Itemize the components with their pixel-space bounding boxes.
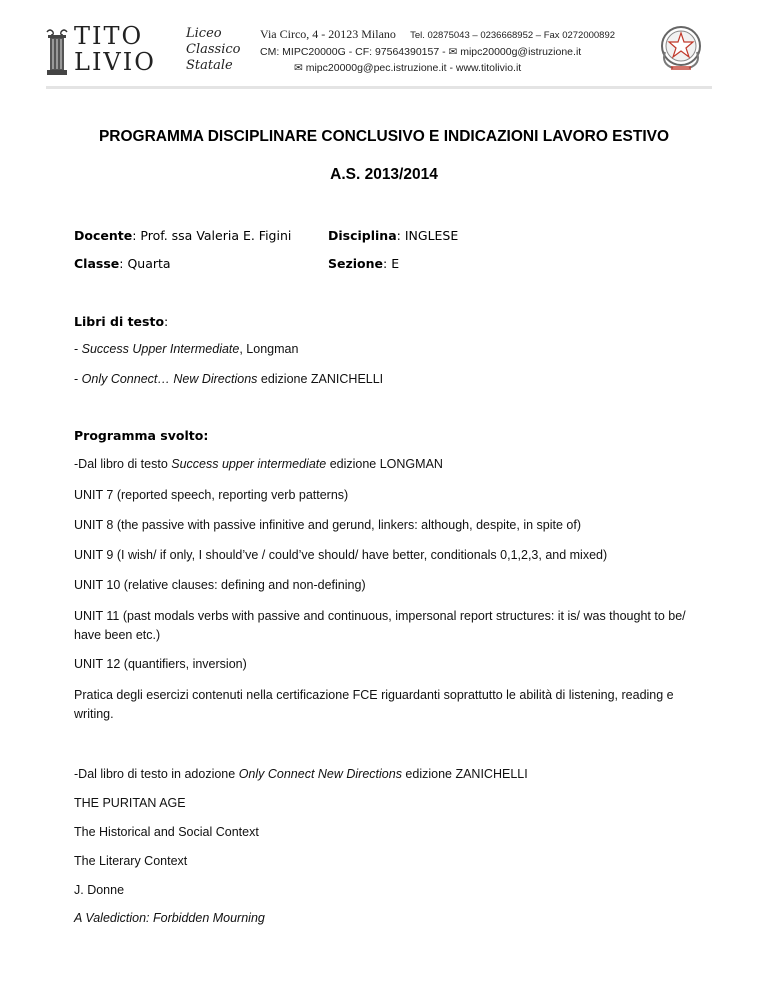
- school-phone: Tel. 02875043 – 0236668952 – Fax 0272000892: [410, 30, 616, 41]
- docente-label: Docente: [74, 228, 133, 243]
- disciplina-line: [328, 228, 458, 243]
- programma-intro2-prefix: -Dal libro di testo in adozione: [74, 767, 239, 781]
- books-heading: [74, 314, 168, 329]
- programma-intro2-publisher: edizione ZANICHELLI: [401, 767, 528, 781]
- italian-republic-emblem-icon: [657, 22, 705, 74]
- programma-intro-publisher: edizione LONGMAN: [326, 457, 443, 471]
- academic-year: A.S. 2013/2014: [330, 166, 438, 183]
- classe-line: [74, 256, 171, 271]
- sezione-label: Sezione: [328, 256, 384, 271]
- header-divider: [46, 86, 712, 89]
- logo-script-classico: Classico: [186, 42, 241, 57]
- poem-title: [74, 911, 265, 925]
- school-logo: [46, 22, 242, 78]
- logo-word-tito: TITO: [74, 22, 144, 50]
- book1-title: Success Upper Intermediate: [81, 342, 240, 356]
- logo-word-livio: LIVIO: [74, 48, 156, 76]
- programma-heading-text: Programma svolto:: [74, 428, 209, 443]
- sezione-value: : E: [383, 256, 400, 271]
- books-heading-text: Libri di testo: [74, 314, 165, 329]
- unit-item: UNIT 8 (the passive with passive infinitive and gerund, linkers: although, despite, in spite of): [74, 518, 581, 532]
- programma-heading: [74, 428, 208, 443]
- books-heading-colon: :: [164, 314, 169, 329]
- book2-publisher: edizione ZANICHELLI: [257, 372, 384, 386]
- ionic-column-icon: [46, 28, 68, 76]
- topic-item: J. Donne: [74, 883, 125, 897]
- unit-item: UNIT 11 (past modals verbs with passive and continuous, impersonal report structures: it is/ was thought to be/ have been etc.): [74, 609, 686, 642]
- programma-intro-title: Success upper intermediate: [171, 457, 327, 471]
- school-pec-web: ✉ mipc20000g@pec.istruzione.it - www.titolivio.it: [294, 62, 522, 74]
- disciplina-value: : INGLESE: [396, 228, 459, 243]
- pratica-paragraph: Pratica degli esercizi contenuti nella certificazione FCE riguardanti soprattutto le abilità di listening, reading e writing.: [74, 688, 674, 721]
- unit-item: UNIT 10 (relative clauses: defining and non-defining): [74, 578, 366, 592]
- unit-item: UNIT 12 (quantifiers, inversion): [74, 657, 247, 671]
- book2-prefix: -: [74, 372, 82, 386]
- unit-item: UNIT 7 (reported speech, reporting verb patterns): [74, 488, 349, 502]
- topic-item: The Literary Context: [74, 854, 188, 868]
- logo-script-liceo: Liceo: [186, 26, 222, 41]
- programma-intro-2: [74, 767, 528, 781]
- docente-line: [74, 228, 291, 243]
- docente-value: : Prof. ssa Valeria E. Figini: [132, 228, 292, 243]
- sezione-line: [328, 256, 399, 271]
- school-address: Via Circo, 4 - 20123 Milano: [260, 27, 396, 41]
- disciplina-label: Disciplina: [328, 228, 397, 243]
- book1-publisher: , Longman: [239, 342, 299, 356]
- topic-item: The Historical and Social Context: [74, 825, 259, 839]
- topic-item: THE PURITAN AGE: [74, 796, 186, 810]
- poem-title-text: A Valediction: Forbidden Mourning: [74, 911, 265, 925]
- document-title: PROGRAMMA DISCIPLINARE CONCLUSIVO E INDICAZIONI LAVORO ESTIVO: [98, 128, 670, 145]
- classe-label: Classe: [74, 256, 120, 271]
- school-contact-block: [260, 26, 640, 76]
- programma-intro2-title: Only Connect New Directions: [238, 767, 402, 781]
- classe-value: : Quarta: [119, 256, 171, 271]
- book1-prefix: -: [74, 342, 82, 356]
- logo-script-statale: Statale: [186, 58, 233, 73]
- unit-item: UNIT 9 (I wish/ if only, I should’ve / could’ve should/ have better, conditionals 0,1,2,3, and mixed): [74, 548, 608, 562]
- school-codes: CM: MIPC20000G - CF: 97564390157 - ✉ mipc20000g@istruzione.it: [260, 46, 582, 58]
- programma-intro-prefix: -Dal libro di testo: [74, 457, 172, 471]
- programma-intro: [74, 457, 443, 471]
- book2-title: Only Connect… New Directions: [81, 372, 258, 386]
- book-item-2: [74, 372, 383, 386]
- book-item-1: [74, 342, 298, 356]
